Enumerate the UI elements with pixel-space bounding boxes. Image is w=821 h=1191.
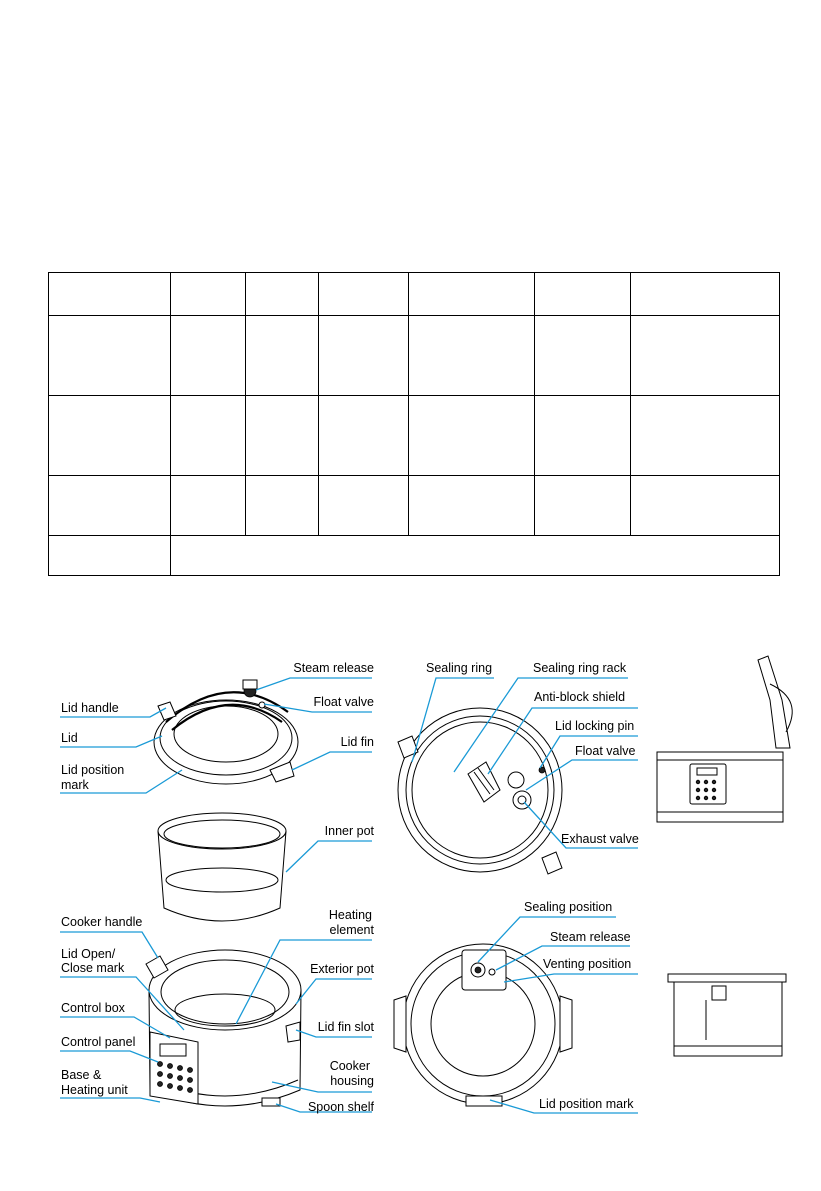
label-lid-open-close-mark-line2: Close mark <box>61 961 125 975</box>
table-row <box>49 476 780 536</box>
label-sealing-ring: Sealing ring <box>426 661 493 675</box>
table-cell <box>49 536 171 576</box>
label-lid-open-close-mark: Lid Open/ <box>61 947 116 961</box>
label-lid-position-mark-line2: mark <box>61 778 89 792</box>
table-cell <box>171 536 780 576</box>
table-cell <box>171 396 246 476</box>
label-cooker-housing-line2: housing <box>330 1074 374 1088</box>
table-cell <box>409 396 535 476</box>
table-cell <box>631 316 780 396</box>
label-cooker-handle: Cooker handle <box>61 915 143 929</box>
table-cell <box>409 273 535 316</box>
label-exhaust-valve: Exhaust valve <box>561 832 639 846</box>
table-cell <box>171 476 246 536</box>
inner-pot-illustration <box>158 813 286 921</box>
table-cell <box>49 273 171 316</box>
label-float-valve-underside: Float valve <box>575 744 636 758</box>
spec-table <box>48 272 780 576</box>
table-cell <box>319 273 409 316</box>
label-sealing-position: Sealing position <box>524 900 613 914</box>
table-cell <box>319 316 409 396</box>
label-control-box: Control box <box>61 1001 125 1015</box>
label-base-heating-unit: Base & <box>61 1068 102 1082</box>
label-lid-fin: Lid fin <box>340 735 374 749</box>
table-cell <box>409 316 535 396</box>
parts-diagram <box>0 600 821 1191</box>
label-lid-handle: Lid handle <box>61 701 119 715</box>
label-cooker-housing: Cooker <box>329 1059 370 1073</box>
table-row <box>49 396 780 476</box>
table-cell <box>49 316 171 396</box>
lid-illustration <box>154 680 298 784</box>
label-steam-release: Steam release <box>293 661 374 675</box>
label-steam-release-top-view: Steam release <box>550 930 631 944</box>
label-venting-position: Venting position <box>543 957 632 971</box>
table-cell <box>171 273 246 316</box>
table-cell <box>631 273 780 316</box>
table-cell <box>246 476 319 536</box>
label-heating-element-line2: element <box>329 923 374 937</box>
table-row <box>49 273 780 316</box>
label-inner-pot: Inner pot <box>324 824 374 838</box>
label-float-valve: Float valve <box>313 695 374 709</box>
table-cell <box>535 476 631 536</box>
table-cell <box>246 396 319 476</box>
table-cell <box>535 273 631 316</box>
side-view-closed-illustration <box>668 974 786 1056</box>
label-sealing-ring-rack: Sealing ring rack <box>533 661 627 675</box>
table-cell <box>246 316 319 396</box>
table-cell <box>49 396 171 476</box>
table-cell <box>246 273 319 316</box>
label-exterior-pot: Exterior pot <box>310 962 374 976</box>
label-lid: Lid <box>61 731 78 745</box>
table-cell <box>171 316 246 396</box>
table-cell <box>631 396 780 476</box>
label-lid-position-mark: Lid position <box>61 763 125 777</box>
label-base-heating-unit-line2: Heating unit <box>61 1083 128 1097</box>
label-lid-position-mark-top-view: Lid position mark <box>539 1097 634 1111</box>
label-control-panel: Control panel <box>61 1035 136 1049</box>
side-view-open-illustration <box>657 656 792 822</box>
label-lid-locking-pin: Lid locking pin <box>555 719 635 733</box>
label-spoon-shelf: Spoon shelf <box>307 1100 374 1114</box>
table-cell <box>49 476 171 536</box>
label-anti-block-shield: Anti-block shield <box>534 690 626 704</box>
table-cell <box>535 316 631 396</box>
table-cell <box>631 476 780 536</box>
table-cell <box>319 476 409 536</box>
label-lid-fin-slot: Lid fin slot <box>317 1020 374 1034</box>
table-cell <box>535 396 631 476</box>
table-cell <box>319 396 409 476</box>
table-cell <box>409 476 535 536</box>
table-row <box>49 316 780 396</box>
table-row <box>49 536 780 576</box>
label-heating-element: Heating <box>328 908 372 922</box>
